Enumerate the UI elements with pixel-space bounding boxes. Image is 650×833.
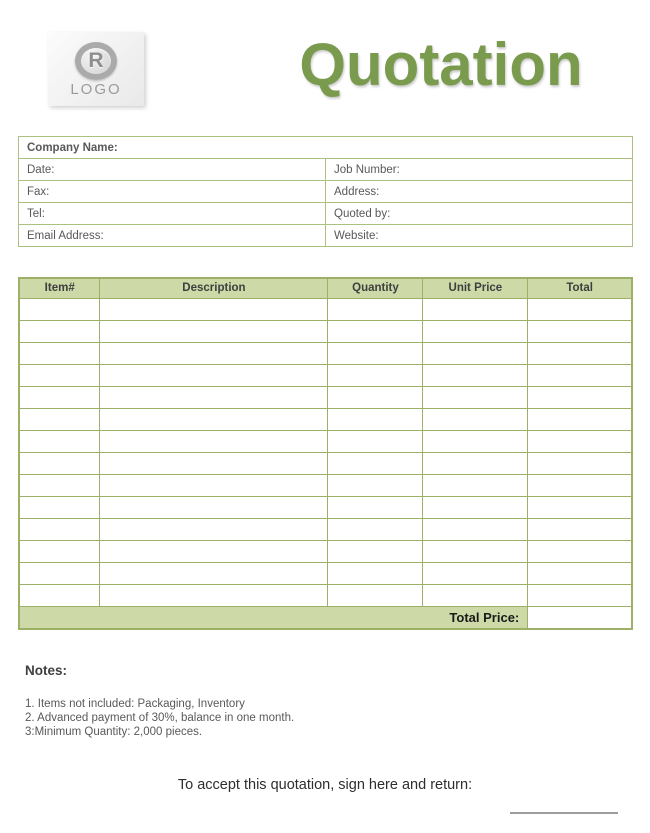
item-cell[interactable] xyxy=(423,584,528,606)
item-cell[interactable] xyxy=(423,562,528,584)
item-cell[interactable] xyxy=(328,474,423,496)
total-price-label: Total Price: xyxy=(19,606,528,629)
column-header-item: Item# xyxy=(19,278,100,298)
column-header-unit-price: Unit Price xyxy=(423,278,528,298)
note-item: 1. Items not included: Packaging, Inventory xyxy=(25,698,245,710)
notes-heading: Notes: xyxy=(25,663,68,678)
registered-trademark-icon xyxy=(75,42,117,80)
items-header-row xyxy=(19,278,632,298)
item-row xyxy=(19,562,632,584)
job-number-field[interactable]: Job Number: xyxy=(326,159,633,181)
column-header-total: Total xyxy=(528,278,632,298)
item-cell[interactable] xyxy=(328,320,423,342)
item-cell[interactable] xyxy=(19,298,100,320)
note-item: 2. Advanced payment of 30%, balance in one month. xyxy=(25,712,295,724)
website-field[interactable]: Website: xyxy=(326,225,633,247)
item-cell[interactable] xyxy=(528,408,632,430)
item-cell[interactable] xyxy=(328,540,423,562)
item-cell[interactable] xyxy=(528,474,632,496)
item-cell[interactable] xyxy=(100,584,328,606)
total-price-value[interactable] xyxy=(528,606,632,629)
item-cell[interactable] xyxy=(100,474,328,496)
item-cell[interactable] xyxy=(19,408,100,430)
item-cell[interactable] xyxy=(100,430,328,452)
item-row xyxy=(19,386,632,408)
company-info-table xyxy=(18,136,633,247)
item-cell[interactable] xyxy=(19,518,100,540)
item-cell[interactable] xyxy=(328,430,423,452)
item-cell[interactable] xyxy=(423,430,528,452)
registered-symbol: R xyxy=(88,49,104,72)
item-cell[interactable] xyxy=(100,364,328,386)
total-price-row xyxy=(19,606,632,629)
company-info-row xyxy=(19,203,633,225)
item-cell[interactable] xyxy=(423,540,528,562)
company-info-row xyxy=(19,225,633,247)
item-cell[interactable] xyxy=(19,342,100,364)
item-cell[interactable] xyxy=(423,364,528,386)
item-cell[interactable] xyxy=(19,474,100,496)
item-cell[interactable] xyxy=(100,408,328,430)
item-cell[interactable] xyxy=(100,386,328,408)
item-cell[interactable] xyxy=(328,298,423,320)
item-cell[interactable] xyxy=(100,562,328,584)
company-logo xyxy=(48,32,144,106)
item-row xyxy=(19,298,632,320)
item-cell[interactable] xyxy=(19,496,100,518)
company-name-field[interactable]: Company Name: xyxy=(19,137,633,159)
item-cell[interactable] xyxy=(100,518,328,540)
item-cell[interactable] xyxy=(19,364,100,386)
column-header-quantity: Quantity xyxy=(328,278,423,298)
items-table xyxy=(18,277,633,630)
address-field[interactable]: Address: xyxy=(326,181,633,203)
item-cell[interactable] xyxy=(423,474,528,496)
item-cell[interactable] xyxy=(328,386,423,408)
item-cell[interactable] xyxy=(528,298,632,320)
item-cell[interactable] xyxy=(328,342,423,364)
item-cell[interactable] xyxy=(100,298,328,320)
item-cell[interactable] xyxy=(100,320,328,342)
item-row xyxy=(19,342,632,364)
item-row xyxy=(19,584,632,606)
item-cell[interactable] xyxy=(423,408,528,430)
item-cell[interactable] xyxy=(528,386,632,408)
item-row xyxy=(19,474,632,496)
item-cell[interactable] xyxy=(328,584,423,606)
item-cell[interactable] xyxy=(100,540,328,562)
company-name-row xyxy=(19,137,633,159)
item-row xyxy=(19,430,632,452)
item-row xyxy=(19,496,632,518)
column-header-description: Description xyxy=(100,278,328,298)
item-cell[interactable] xyxy=(528,562,632,584)
item-cell[interactable] xyxy=(19,452,100,474)
date-field[interactable]: Date: xyxy=(19,159,326,181)
item-cell[interactable] xyxy=(328,452,423,474)
item-cell[interactable] xyxy=(528,496,632,518)
item-cell[interactable] xyxy=(328,364,423,386)
item-cell[interactable] xyxy=(528,540,632,562)
item-row xyxy=(19,518,632,540)
item-cell[interactable] xyxy=(528,452,632,474)
item-row xyxy=(19,364,632,386)
item-row xyxy=(19,320,632,342)
email-field[interactable]: Email Address: xyxy=(19,225,326,247)
item-cell[interactable] xyxy=(528,518,632,540)
item-cell[interactable] xyxy=(19,584,100,606)
page-title: Quotation xyxy=(299,31,583,98)
fax-field[interactable]: Fax: xyxy=(19,181,326,203)
notes-list xyxy=(25,697,294,739)
item-cell[interactable] xyxy=(423,452,528,474)
item-cell[interactable] xyxy=(528,320,632,342)
items-table-body xyxy=(19,298,632,606)
item-cell[interactable] xyxy=(423,518,528,540)
accept-instruction: To accept this quotation, sign here and return: xyxy=(177,777,473,793)
item-cell[interactable] xyxy=(423,386,528,408)
item-cell[interactable] xyxy=(19,386,100,408)
item-cell[interactable] xyxy=(19,540,100,562)
item-cell[interactable] xyxy=(328,408,423,430)
item-cell[interactable] xyxy=(328,562,423,584)
item-cell[interactable] xyxy=(528,584,632,606)
note-item: 3:Minimum Quantity: 2,000 pieces. xyxy=(25,726,203,738)
item-cell[interactable] xyxy=(100,496,328,518)
item-cell[interactable] xyxy=(423,320,528,342)
tel-field[interactable]: Tel: xyxy=(19,203,326,225)
item-cell[interactable] xyxy=(423,496,528,518)
signature-line[interactable] xyxy=(510,812,618,814)
item-cell[interactable] xyxy=(100,342,328,364)
item-cell[interactable] xyxy=(528,342,632,364)
company-info-row xyxy=(19,181,633,203)
item-cell[interactable] xyxy=(100,452,328,474)
item-cell[interactable] xyxy=(328,496,423,518)
quoted-by-field[interactable]: Quoted by: xyxy=(326,203,633,225)
item-cell[interactable] xyxy=(328,518,423,540)
item-cell[interactable] xyxy=(423,298,528,320)
item-cell[interactable] xyxy=(19,320,100,342)
item-cell[interactable] xyxy=(423,342,528,364)
item-cell[interactable] xyxy=(528,364,632,386)
logo-label: LOGO xyxy=(70,80,122,98)
item-row xyxy=(19,540,632,562)
item-cell[interactable] xyxy=(528,430,632,452)
company-info-row xyxy=(19,159,633,181)
item-cell[interactable] xyxy=(19,430,100,452)
item-row xyxy=(19,408,632,430)
item-row xyxy=(19,452,632,474)
item-cell[interactable] xyxy=(19,562,100,584)
